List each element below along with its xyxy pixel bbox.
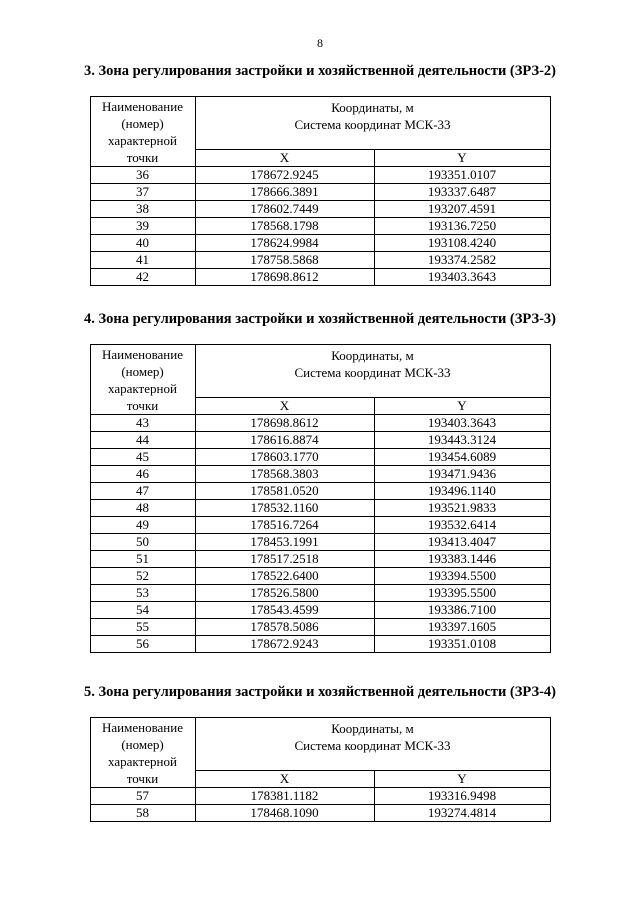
y-coordinate-cell: 193374.2582: [374, 252, 550, 269]
point-number-cell: 58: [90, 805, 195, 822]
coordinates-table: [90, 717, 551, 822]
y-column-header: Y: [374, 770, 550, 788]
y-coordinate-cell: 193351.0108: [374, 636, 550, 653]
point-name-header: [90, 718, 195, 788]
coordinates-units: Координаты, м: [331, 348, 414, 363]
point-number-cell: 42: [90, 269, 195, 286]
table-row: [90, 788, 550, 805]
table-header-row: [90, 97, 550, 150]
x-coordinate-cell: 178568.3803: [195, 466, 374, 483]
y-coordinate-cell: 193351.0107: [374, 167, 550, 184]
table-row: [90, 218, 550, 235]
x-column-header: X: [195, 149, 374, 167]
table-header-row: [90, 345, 550, 398]
table-row: [90, 500, 550, 517]
section-title: 3. Зона регулирования застройки и хозяйственной деятельности (ЗРЗ-2): [83, 63, 557, 79]
point-number-cell: 48: [90, 500, 195, 517]
x-coordinate-cell: 178532.1160: [195, 500, 374, 517]
x-coordinate-cell: 178516.7264: [195, 517, 374, 534]
coordinates-units: Координаты, м: [331, 100, 414, 115]
table-row: [90, 432, 550, 449]
point-name-header-line: Наименование: [102, 720, 183, 735]
point-number-cell: 49: [90, 517, 195, 534]
point-number-cell: 47: [90, 483, 195, 500]
point-name-header-line: характерной: [108, 381, 177, 396]
x-coordinate-cell: 178522.6400: [195, 568, 374, 585]
y-coordinate-cell: 193383.1446: [374, 551, 550, 568]
y-coordinate-cell: 193136.7250: [374, 218, 550, 235]
point-number-cell: 46: [90, 466, 195, 483]
table-row: [90, 534, 550, 551]
point-number-cell: 56: [90, 636, 195, 653]
point-number-cell: 51: [90, 551, 195, 568]
coordinates-table: [90, 344, 551, 653]
point-number-cell: 37: [90, 184, 195, 201]
x-coordinate-cell: 178453.1991: [195, 534, 374, 551]
point-number-cell: 53: [90, 585, 195, 602]
table-row: [90, 568, 550, 585]
coordinates-table: [90, 96, 551, 286]
point-name-header-line: (номер): [121, 116, 164, 131]
table-row: [90, 466, 550, 483]
y-coordinate-cell: 193521.9833: [374, 500, 550, 517]
y-coordinate-cell: 193403.3643: [374, 415, 550, 432]
coordinates-header: [195, 97, 550, 150]
x-coordinate-cell: 178758.5868: [195, 252, 374, 269]
table-row: [90, 269, 550, 286]
y-column-header: Y: [374, 149, 550, 167]
y-coordinate-cell: 193207.4591: [374, 201, 550, 218]
y-coordinate-cell: 193397.1605: [374, 619, 550, 636]
coordinate-system: Система координат МСК-33: [294, 117, 451, 132]
y-coordinate-cell: 193403.3643: [374, 269, 550, 286]
section-title: 4. Зона регулирования застройки и хозяйственной деятельности (ЗРЗ-3): [83, 311, 557, 327]
table-row: [90, 805, 550, 822]
y-coordinate-cell: 193443.3124: [374, 432, 550, 449]
point-number-cell: 43: [90, 415, 195, 432]
table-row: [90, 184, 550, 201]
coordinates-units: Координаты, м: [331, 721, 414, 736]
x-coordinate-cell: 178543.4599: [195, 602, 374, 619]
x-coordinate-cell: 178578.5086: [195, 619, 374, 636]
table-header-row: [90, 718, 550, 771]
point-name-header-line: (номер): [121, 737, 164, 752]
page-number: 8: [317, 36, 323, 50]
section-zrz-2: [0, 62, 640, 286]
x-coordinate-cell: 178581.0520: [195, 483, 374, 500]
point-name-header-line: Наименование: [102, 99, 183, 114]
y-coordinate-cell: 193413.4047: [374, 534, 550, 551]
x-coordinate-cell: 178517.2518: [195, 551, 374, 568]
x-column-header: X: [195, 397, 374, 415]
x-coordinate-cell: 178602.7449: [195, 201, 374, 218]
x-coordinate-cell: 178616.8874: [195, 432, 374, 449]
y-coordinate-cell: 193471.9436: [374, 466, 550, 483]
point-number-cell: 44: [90, 432, 195, 449]
point-number-cell: 55: [90, 619, 195, 636]
x-column-header: X: [195, 770, 374, 788]
point-name-header-line: точки: [126, 771, 159, 786]
y-coordinate-cell: 193454.6089: [374, 449, 550, 466]
point-name-header-line: характерной: [108, 754, 177, 769]
point-number-cell: 50: [90, 534, 195, 551]
coordinate-system: Система координат МСК-33: [294, 738, 451, 753]
point-name-header-line: (номер): [121, 364, 164, 379]
table-row: [90, 602, 550, 619]
point-number-cell: 52: [90, 568, 195, 585]
y-coordinate-cell: 193108.4240: [374, 235, 550, 252]
table-row: [90, 167, 550, 184]
table-row: [90, 449, 550, 466]
x-coordinate-cell: 178698.8612: [195, 415, 374, 432]
point-name-header-line: характерной: [108, 133, 177, 148]
section-zrz-4: [0, 683, 640, 822]
coordinate-system: Система координат МСК-33: [294, 365, 451, 380]
table-row: [90, 415, 550, 432]
table-row: [90, 201, 550, 218]
table-row: [90, 235, 550, 252]
point-number-cell: 38: [90, 201, 195, 218]
point-number-cell: 41: [90, 252, 195, 269]
table-row: [90, 483, 550, 500]
point-name-header-line: точки: [126, 150, 159, 165]
x-coordinate-cell: 178672.9245: [195, 167, 374, 184]
x-coordinate-cell: 178568.1798: [195, 218, 374, 235]
x-coordinate-cell: 178526.5800: [195, 585, 374, 602]
y-coordinate-cell: 193316.9498: [374, 788, 550, 805]
point-name-header: [90, 345, 195, 415]
y-coordinate-cell: 193394.5500: [374, 568, 550, 585]
x-coordinate-cell: 178624.9984: [195, 235, 374, 252]
point-number-cell: 40: [90, 235, 195, 252]
y-coordinate-cell: 193496.1140: [374, 483, 550, 500]
x-coordinate-cell: 178603.1770: [195, 449, 374, 466]
y-coordinate-cell: 193274.4814: [374, 805, 550, 822]
x-coordinate-cell: 178666.3891: [195, 184, 374, 201]
x-coordinate-cell: 178698.8612: [195, 269, 374, 286]
table-row: [90, 585, 550, 602]
coordinates-header: [195, 345, 550, 398]
point-number-cell: 39: [90, 218, 195, 235]
x-coordinate-cell: 178672.9243: [195, 636, 374, 653]
x-coordinate-cell: 178381.1182: [195, 788, 374, 805]
x-coordinate-cell: 178468.1090: [195, 805, 374, 822]
point-number-cell: 57: [90, 788, 195, 805]
y-coordinate-cell: 193532.6414: [374, 517, 550, 534]
y-coordinate-cell: 193386.7100: [374, 602, 550, 619]
table-row: [90, 619, 550, 636]
point-name-header-line: Наименование: [102, 347, 183, 362]
coordinates-header: [195, 718, 550, 771]
point-number-cell: 36: [90, 167, 195, 184]
y-column-header: Y: [374, 397, 550, 415]
point-number-cell: 45: [90, 449, 195, 466]
y-coordinate-cell: 193395.5500: [374, 585, 550, 602]
point-number-cell: 54: [90, 602, 195, 619]
table-row: [90, 551, 550, 568]
y-coordinate-cell: 193337.6487: [374, 184, 550, 201]
section-title: 5. Зона регулирования застройки и хозяйственной деятельности (ЗРЗ-4): [83, 684, 557, 700]
point-name-header: [90, 97, 195, 167]
table-row: [90, 636, 550, 653]
table-row: [90, 252, 550, 269]
point-name-header-line: точки: [126, 398, 159, 413]
section-zrz-3: [0, 310, 640, 653]
table-row: [90, 517, 550, 534]
